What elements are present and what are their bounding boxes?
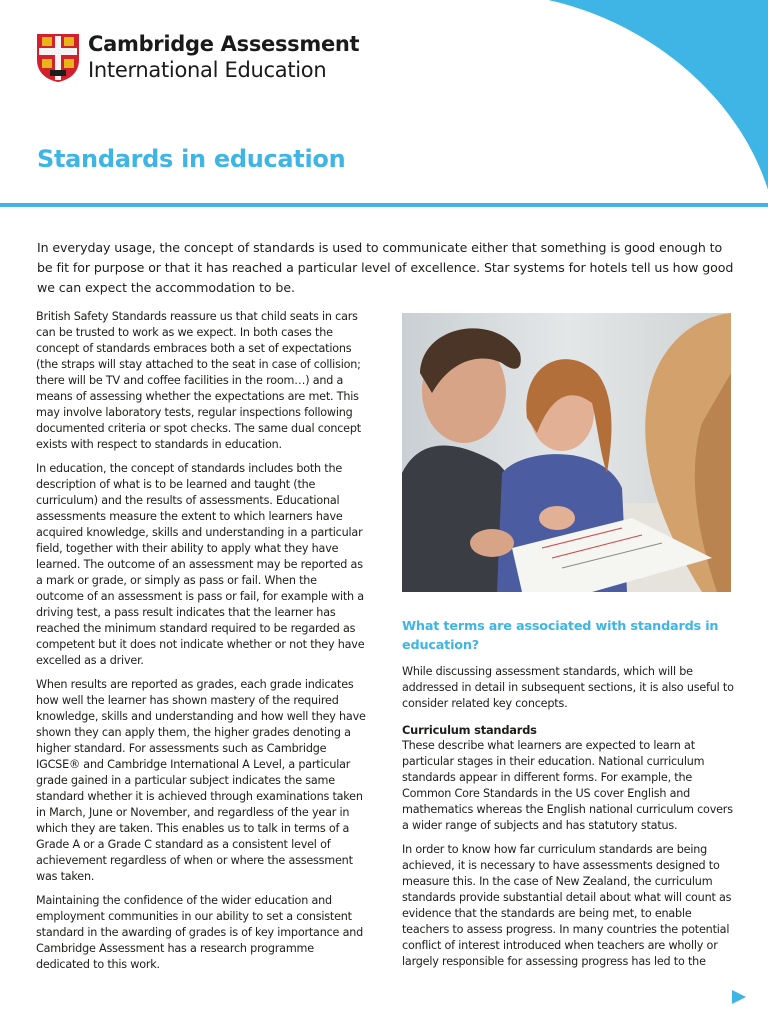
intro-paragraph: In everyday usage, the concept of standards is used to communicate either that something is good enough to be fit for purpose or that it has reached a particular level of excellence. Star systems for hotels tell us how good we can expect the accommodation to be. (37, 240, 734, 295)
subsection-heading: Curriculum standards (402, 723, 537, 737)
triangle-right-icon[interactable] (731, 989, 747, 1005)
left-paragraph-2: In education, the concept of standards includes both the description of what is to be learned and taught (the curriculum) and the results of assessments. Educational assessments measure the extent to which learners have acquired knowledge, skills and understanding in a particular field, together with their ability to apply what they have learned. The outcome of an assessment may be reported as a mark or grade, or simply as pass or fail. When the outcome of an assessment is pass or fail, for example with a driving test, a pass result indicates that the learner has reached the minimum standard required to be regarded as competent but it does not indicate whether or not they have excelled as a driver. (36, 462, 365, 667)
logo-line-2: International Education (88, 58, 327, 82)
right-intro-paragraph: While discussing assessment standards, which will be addressed in detail in subsequent sections, it is also useful to consider related key concepts. (402, 665, 734, 710)
left-paragraph-1: British Safety Standards reassure us that child seats in cars can be trusted to work as we expect. In both cases the concept of standards embraces both a set of expectations (the straps will stay attached to the seat in case of collision; there will be TV and coffee facilities in the room…) and a means of assessing whether the expectations are met. This may involve laboratory tests, regular inspections following documented criteria or spot checks. The same dual concept exists with respect to standards in education. (36, 310, 361, 451)
left-paragraph-3: When results are reported as grades, each grade indicates how well the learner has shown mastery of the required knowledge, skills and understanding and how well they have shown they can apply them, the higher grades denoting a higher standard. For assessments such as Cambridge IGCSE® and Cambridge International A Level, a particular grade gained in a particular subject indicates the same standard whether it is achieved through examinations taken in March, June or November, and regardless of the year in which they are taken. This enables us to talk in terms of a Grade A or a Grade C standard as a consistent level of achievement regardless of when or where the assessment was taken. (36, 678, 366, 883)
logo-line-1: Cambridge Assessment (88, 32, 360, 56)
section-heading: What terms are associated with standards in education? (402, 619, 719, 653)
right-column (402, 617, 736, 978)
left-paragraph-4: Maintaining the confidence of the wider education and employment communities in our ability to set a consistent standard in the awarding of grades is of key importance and Cambridge Assessment has a research programme dedicated to this work. (36, 894, 364, 971)
page-title: Standards in education (37, 145, 346, 173)
right-paragraph-1: These describe what learners are expected to learn at particular stages in their education. National curriculum standards appear in different forms. For example, the Common Core Standards in the US cover English and mathematics whereas the English national curriculum covers a wider range of subjects and has statutory status. (402, 739, 733, 832)
students-photo (402, 313, 731, 592)
left-column (36, 309, 366, 981)
cambridge-logo (36, 33, 359, 83)
cambridge-shield-icon (36, 33, 80, 83)
right-paragraph-2: In order to know how far curriculum standards are being achieved, it is necessary to have assessments designed to measure this. In the case of New Zealand, the curriculum standards provide substantial detail about what will count as evidence that the standards are being met, to enable teachers to assess progress. In many countries the potential conflict of interest introduced when teachers are wholly or largely responsible for assessing progress has led to the (402, 843, 732, 968)
